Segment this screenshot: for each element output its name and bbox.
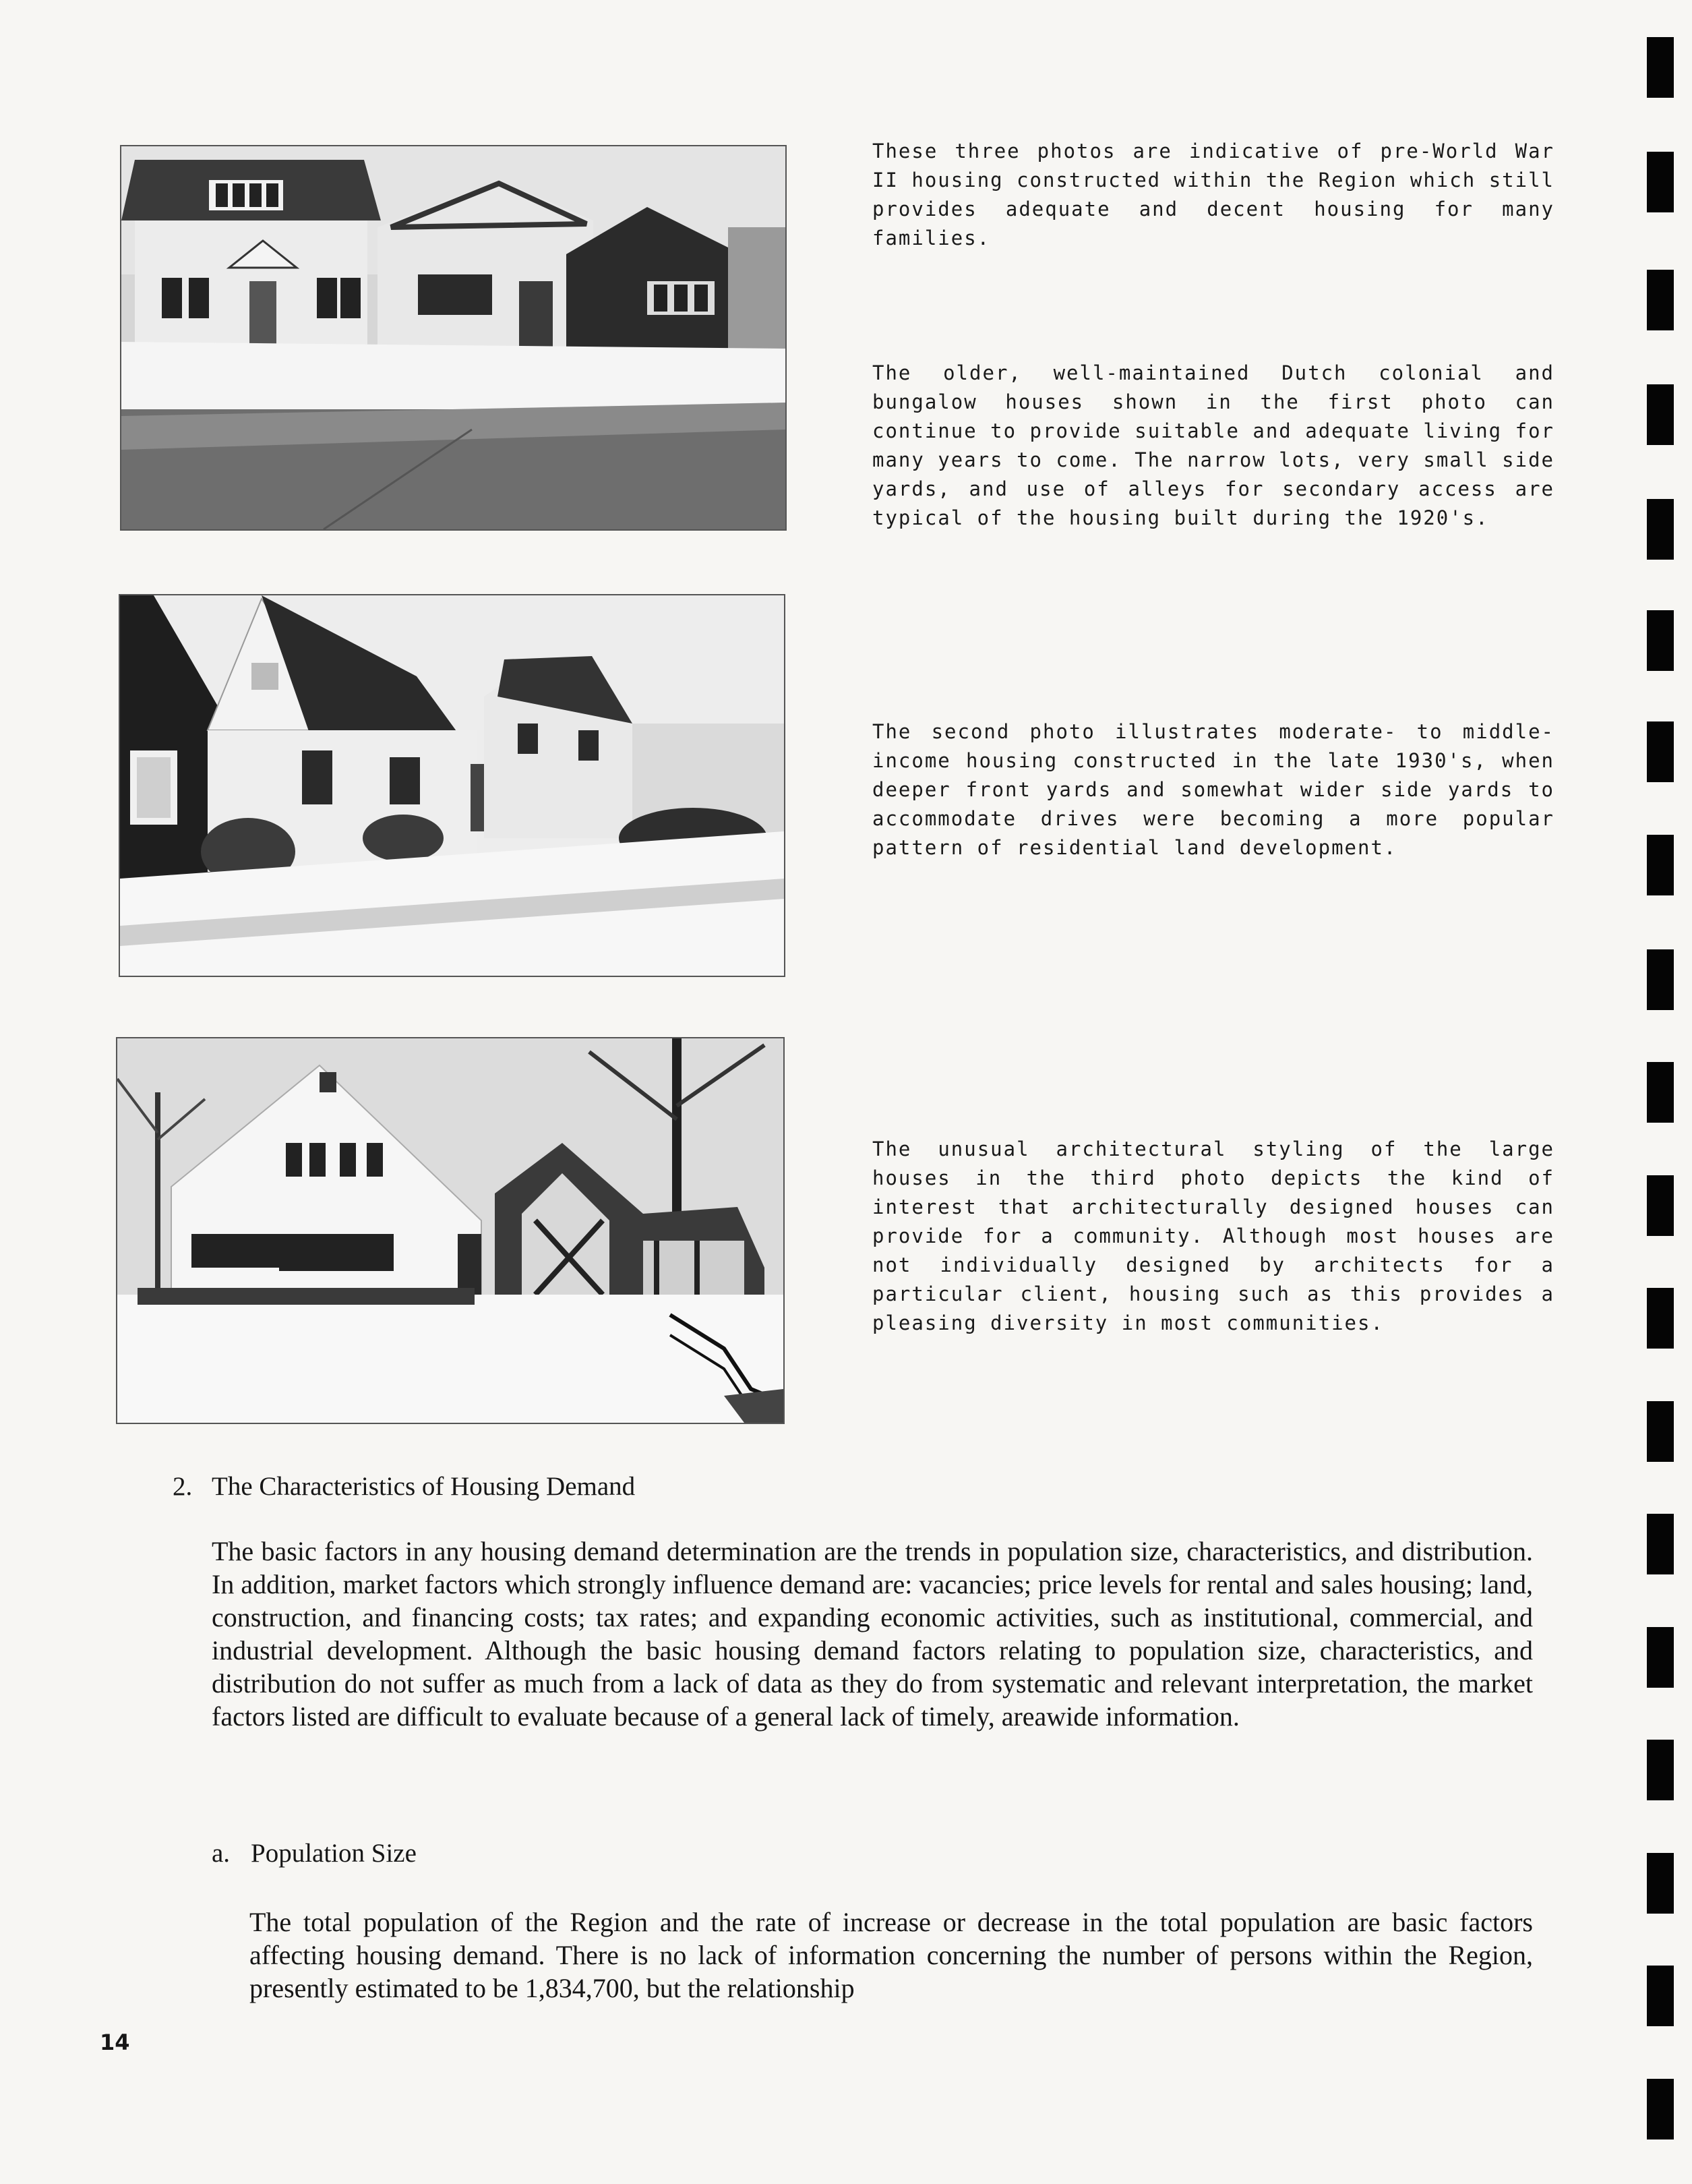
subsection-heading	[212, 1838, 417, 1868]
binding-mark	[1647, 2079, 1674, 2139]
subsection-title: Population Size	[251, 1839, 417, 1868]
photo-dutch-colonial-bungalows	[120, 145, 787, 531]
binding-mark	[1647, 1853, 1674, 1914]
binding-mark	[1647, 37, 1674, 98]
page-number: 14	[100, 2030, 130, 2055]
binding-mark	[1647, 270, 1674, 330]
binding-mark	[1647, 1627, 1674, 1688]
section-paragraph: The basic factors in any housing demand determination are the trends in population size, characteristics, and distribution. In addition, market factors which strongly influence demand are: vacancies; price levels for rental and sales housing; land, construction, and financing costs; tax rates; and expanding economic activities, such as institutional, commercial, and industrial development. Although the basic housing demand factors relating to population size, characteristics, and distribution do not suffer as much from a lack of data as they do from systematic and relevant interpretation, the market factors listed are difficult to evaluate because of a general lack of timely, areawide information.	[212, 1536, 1533, 1732]
photo-1930s-houses	[119, 594, 785, 977]
caption-third-photo: The unusual architectural styling of the large houses in the third photo depicts the kind of interest that architecturally designed houses can provide for a community. Although most houses are not individually designed by architects for a particular client, housing such as this provides a pleasing diversity in most communities.	[872, 1138, 1554, 1334]
binding-mark	[1647, 949, 1674, 1010]
subsection-paragraph: The total population of the Region and the rate of increase or decrease in the total population are basic factors affecting housing demand. There is no lack of information concerning the number of persons within the Region, presently estimated to be 1,834,700, but the relationship	[249, 1907, 1533, 2003]
binding-mark	[1647, 721, 1674, 782]
subsection-letter: a.	[212, 1839, 231, 1868]
binding-mark	[1647, 1062, 1674, 1123]
binding-mark	[1647, 610, 1674, 671]
binding-mark	[1647, 835, 1674, 895]
binding-mark	[1647, 1288, 1674, 1349]
binding-mark	[1647, 1966, 1674, 2026]
caption-first-photo: The older, well-maintained Dutch colonial and bungalow houses shown in the first photo can continue to provide suitable and adequate living for many years to come. The narrow lots, very small side yards, and use of alleys for secondary access are typical of the housing built during the 1920's.	[872, 361, 1554, 529]
section-number: 2.	[173, 1472, 193, 1501]
section-title: The Characteristics of Housing Demand	[212, 1472, 636, 1501]
caption-second-photo: The second photo illustrates moderate- to middle-income housing constructed in the late 1930's, when deeper front yards and somewhat wider side yards to accommodate drives were becoming a more popular pattern of residential land development.	[872, 720, 1554, 859]
caption-intro: These three photos are indicative of pre-World War II housing constructed within the Region which still provides adequate and decent housing for many families.	[872, 140, 1554, 249]
binding-mark	[1647, 384, 1674, 445]
photo-architect-designed-houses	[116, 1037, 785, 1424]
section-heading	[173, 1471, 635, 1502]
binding-mark	[1647, 1175, 1674, 1236]
binding-mark	[1647, 1401, 1674, 1462]
binding-mark	[1647, 152, 1674, 212]
binding-mark	[1647, 1740, 1674, 1800]
binding-mark	[1647, 1514, 1674, 1574]
binding-mark	[1647, 499, 1674, 560]
